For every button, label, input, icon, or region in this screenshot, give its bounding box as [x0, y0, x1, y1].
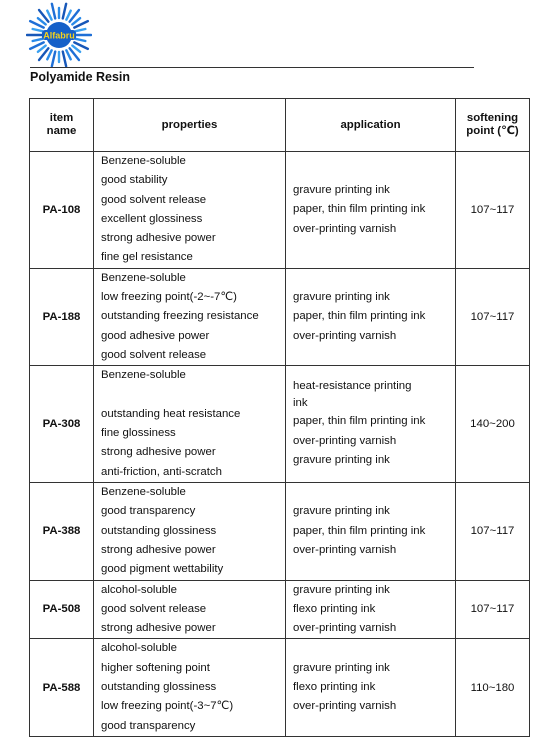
header-item-name: item name — [30, 99, 94, 152]
table-row — [30, 152, 530, 269]
application-line: over-printing varnish — [293, 329, 397, 342]
property-line: good solvent release — [101, 602, 207, 615]
application-line: gravure printing ink — [293, 505, 390, 518]
table-header-row — [30, 99, 530, 152]
property-line: outstanding heat resistance — [101, 407, 241, 420]
item-name-cell: PA-588 — [30, 639, 94, 736]
properties-cell — [94, 366, 286, 483]
properties-cell — [94, 483, 286, 580]
application-line: over-printing varnish — [293, 222, 397, 235]
property-line: Benzene-soluble — [101, 155, 186, 167]
property-line: strong adhesive power — [101, 232, 216, 245]
application-cell — [286, 152, 456, 269]
property-line: low freezing point(-3~7℃) — [101, 700, 234, 713]
application-line: paper, thin film printing ink — [293, 415, 426, 428]
item-name-cell: PA-108 — [30, 152, 94, 269]
logo-ray — [47, 50, 51, 59]
page-title: Polyamide Resin — [30, 70, 131, 84]
softening-point-cell: 110~180 — [456, 639, 530, 736]
property-line: fine gel resistance — [101, 251, 193, 264]
property-line: higher softening point — [101, 661, 210, 674]
application-cell — [286, 639, 456, 736]
property-line: Benzene-soluble — [101, 486, 186, 499]
application-line: over-printing varnish — [293, 700, 397, 713]
polyamide-resin-table — [29, 98, 530, 737]
logo-ray — [33, 39, 43, 41]
header-softening-point: softening point (℃) — [456, 99, 530, 152]
property-line: excellent glossiness — [101, 212, 203, 225]
application-cell — [286, 580, 456, 639]
softening-point-cell: 140~200 — [456, 366, 530, 483]
header-properties: properties — [94, 99, 286, 152]
property-line: good solvent release — [101, 348, 207, 361]
logo-ray — [72, 46, 80, 52]
properties-cell — [94, 152, 286, 269]
application-cell — [286, 366, 456, 483]
application-line: ink — [293, 397, 308, 410]
application-line: heat-resistance printing — [293, 380, 412, 393]
logo-ray — [52, 4, 55, 19]
property-line: outstanding glossiness — [101, 681, 217, 694]
application-cell — [286, 483, 456, 580]
logo-ray — [38, 18, 46, 24]
property-line: good pigment wettability — [101, 563, 224, 576]
property-line: good stability — [101, 174, 168, 187]
item-name-cell: PA-508 — [30, 580, 94, 639]
property-line: good solvent release — [101, 193, 207, 206]
property-line: good transparency — [101, 505, 196, 518]
property-line — [101, 386, 281, 405]
property-line: strong adhesive power — [101, 622, 216, 635]
properties-cell — [94, 268, 286, 365]
logo-ray — [66, 50, 70, 59]
logo-ray — [63, 4, 66, 19]
logo-ray — [33, 29, 43, 31]
softening-point-cell: 107~117 — [456, 152, 530, 269]
logo-ray — [63, 52, 66, 67]
property-line: outstanding glossiness — [101, 524, 217, 537]
property-line: alcohol-soluble — [101, 642, 177, 655]
logo-ray — [66, 11, 70, 20]
application-line: paper, thin film printing ink — [293, 524, 426, 537]
property-line: good adhesive power — [101, 329, 210, 342]
application-line: gravure printing ink — [293, 183, 390, 196]
application-line: flexo printing ink — [293, 602, 376, 615]
application-line: over-printing varnish — [293, 543, 397, 556]
logo-ray — [72, 18, 80, 24]
logo-ray — [47, 11, 51, 20]
application-line: paper, thin film printing ink — [293, 203, 426, 216]
property-line: strong adhesive power — [101, 543, 216, 556]
table-row — [30, 366, 530, 483]
table-row — [30, 639, 530, 736]
logo-ray — [52, 52, 55, 67]
property-line: good transparency — [101, 719, 196, 732]
property-line: low freezing point(-2~-7℃) — [101, 291, 237, 304]
table-row — [30, 483, 530, 580]
softening-point-cell: 107~117 — [456, 268, 530, 365]
application-line: gravure printing ink — [293, 453, 390, 466]
softening-point-cell: 107~117 — [456, 483, 530, 580]
property-line: alcohol-soluble — [101, 583, 177, 596]
property-line: anti-friction, anti-scratch — [101, 465, 222, 478]
item-name-cell: PA-388 — [30, 483, 94, 580]
application-cell — [286, 268, 456, 365]
header-application: application — [286, 99, 456, 152]
alfabru-logo — [26, 2, 92, 68]
property-line: fine glossiness — [101, 427, 176, 440]
property-line: outstanding freezing resistance — [101, 310, 259, 323]
application-line: flexo printing ink — [293, 681, 376, 694]
logo-ray — [76, 39, 86, 41]
logo-text: Alfabru — [43, 30, 75, 41]
item-name-cell: PA-188 — [30, 268, 94, 365]
logo-ray — [38, 46, 46, 52]
property-line: Benzene-soluble — [101, 271, 186, 284]
property-line: Benzene-soluble — [101, 369, 186, 382]
table-row — [30, 268, 530, 365]
application-line: paper, thin film printing ink — [293, 310, 426, 323]
properties-cell — [94, 580, 286, 639]
application-line: over-printing varnish — [293, 434, 397, 447]
logo-ray — [76, 29, 86, 31]
application-line: gravure printing ink — [293, 661, 390, 674]
application-line: gravure printing ink — [293, 583, 390, 596]
softening-point-cell: 107~117 — [456, 580, 530, 639]
properties-cell — [94, 639, 286, 736]
property-line: strong adhesive power — [101, 446, 216, 459]
application-line: over-printing varnish — [293, 622, 397, 635]
title-rule — [30, 67, 474, 68]
application-line: gravure printing ink — [293, 291, 390, 304]
item-name-cell: PA-308 — [30, 366, 94, 483]
table-row — [30, 580, 530, 639]
